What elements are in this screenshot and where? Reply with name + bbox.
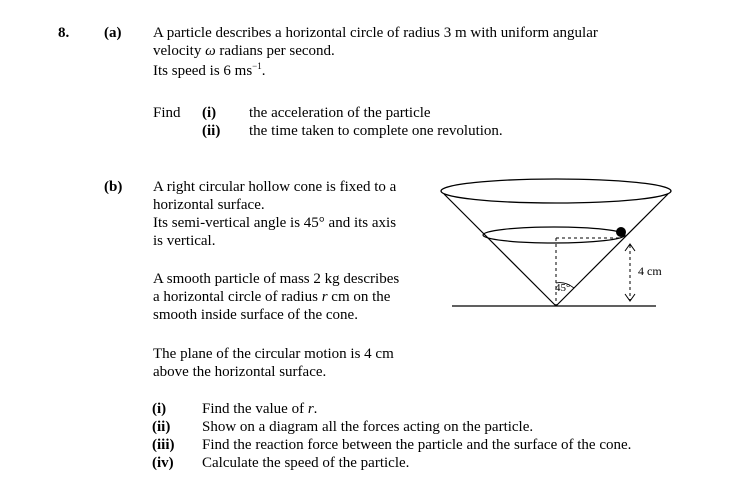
- particle: [616, 227, 626, 237]
- find-r-post: .: [313, 401, 318, 417]
- cone-rim: [441, 179, 671, 203]
- part-b-para-3-line-1: The plane of the circular motion is 4 cm: [153, 346, 394, 362]
- speed-text: Its speed is 6 ms: [153, 63, 253, 79]
- question-number: 8.: [58, 25, 70, 41]
- height-label: 4 cm: [638, 264, 662, 278]
- part-a-item-1-label: (i): [202, 105, 217, 121]
- part-b-para-2-line-1: A smooth particle of mass 2 kg describes: [153, 271, 400, 287]
- part-b-item-4-label: (iv): [152, 455, 174, 471]
- particle-circle: [483, 227, 625, 243]
- part-a-line-2-pre: velocity: [153, 43, 206, 59]
- part-b-label: (b): [104, 179, 123, 195]
- find-label: Find: [153, 105, 181, 121]
- omega-symbol: ω: [205, 43, 216, 59]
- radius-text-pre: a horizontal circle of radius: [153, 289, 322, 305]
- part-b-item-3-text: Find the reaction force between the particle and the surface of the cone.: [202, 437, 632, 453]
- part-b-item-2-text: Show on a diagram all the forces acting on the particle.: [202, 419, 534, 435]
- radius-text-post: cm on the: [327, 289, 391, 305]
- find-r-pre: Find the value of: [202, 401, 308, 417]
- part-a-line-1: A particle describes a horizontal circle of radius 3 m with uniform angular: [153, 25, 598, 41]
- part-b-para-2-line-3: smooth inside surface of the cone.: [153, 307, 358, 323]
- part-b-para-1-line-4: is vertical.: [153, 233, 216, 249]
- speed-period: .: [261, 63, 266, 79]
- part-b-item-1-label: (i): [152, 401, 167, 417]
- speed-exponent: −1: [252, 61, 262, 71]
- part-a-label: (a): [104, 25, 122, 41]
- radius-variable: r: [321, 289, 328, 305]
- part-a-item-1-text: the acceleration of the particle: [249, 105, 431, 121]
- part-b-para-1-line-1: A right circular hollow cone is fixed to a: [153, 179, 397, 195]
- cone-right-edge: [556, 194, 668, 306]
- find-r-variable: r: [307, 401, 314, 417]
- part-b-para-1-line-2: horizontal surface.: [153, 197, 265, 213]
- cone-left-edge: [444, 194, 556, 306]
- part-b-item-4-text: Calculate the speed of the particle.: [202, 455, 410, 471]
- part-b-para-3-line-2: above the horizontal surface.: [153, 364, 327, 380]
- part-a-item-2-label: (ii): [202, 123, 221, 139]
- part-a-line-2-post: radians per second.: [215, 43, 335, 59]
- part-b-para-1-line-3: Its semi-vertical angle is 45° and its axis: [153, 215, 397, 231]
- part-b-item-3-label: (iii): [152, 437, 175, 453]
- part-b-item-2-label: (ii): [152, 419, 171, 435]
- angle-label: 45°: [555, 282, 571, 294]
- part-a-item-2-text: the time taken to complete one revolution.: [249, 123, 503, 139]
